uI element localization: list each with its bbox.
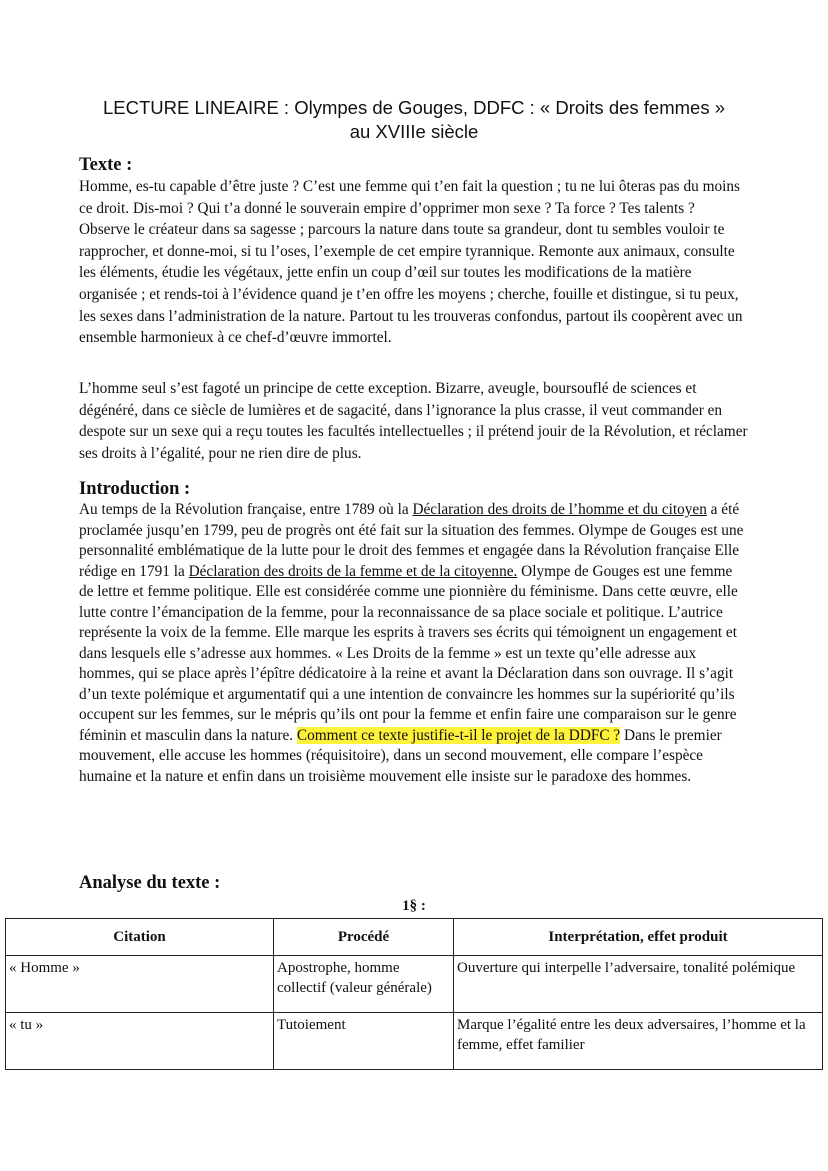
texte-heading: Texte : — [79, 155, 133, 175]
header-interpretation: Interprétation, effet produit — [454, 919, 823, 956]
ddhc-reference: Déclaration des droits de l’homme et du citoyen — [412, 501, 707, 518]
table-header-row — [6, 919, 823, 956]
section-label: 1§ : — [402, 898, 426, 914]
cell-procede: Tutoiement — [274, 1013, 454, 1070]
cell-citation: « Homme » — [6, 956, 274, 1013]
cell-interpretation: Ouverture qui interpelle l’adversaire, tonalité polémique — [454, 956, 823, 1013]
intro-text-1: Au temps de la Révolution française, entre 1789 où la — [79, 501, 413, 518]
header-procede: Procédé — [274, 919, 454, 956]
cell-procede: Apostrophe, homme collectif (valeur générale) — [274, 956, 454, 1013]
texte-paragraph-2: L’homme seul s’est fagoté un principe de cette exception. Bizarre, aveugle, boursouflé de sciences et dégénéré, dans ce siècle de lumières et de sagacité, dans l’ignorance la plus crasse, il veut commander en despote sur un sexe qui a reçu toutes les facultés intellectuelles ; il prétend jouir de la Révolution, et réclamer ses droits à l’égalité, pour ne rien dire de plus. — [79, 380, 748, 462]
ddfc-reference: Déclaration des droits de la femme et de la citoyenne. — [188, 562, 518, 580]
table-row — [6, 1013, 823, 1070]
problematique-highlight: Comment ce texte justifie-t-il le projet de la DDFC ? — [296, 726, 621, 744]
document-title — [40, 96, 788, 144]
introduction-paragraph — [79, 500, 749, 787]
introduction-heading: Introduction : — [79, 479, 191, 499]
texte-paragraph-1: Homme, es-tu capable d’être juste ? C’est une femme qui t’en fait la question ; tu ne lui ôteras pas du moins ce droit. Dis-moi ? Qui t’a donné le souverain empire d’opprimer mon sexe ? Ta force ? Tes talents ? Observe le créateur dans sa sagesse ; parcours la nature dans toute sa grandeur, dont tu sembles vouloir te rapprocher, et donne-moi, si tu l’oses, l’exemple de cet empire tyrannique. Remonte aux animaux, consulte les éléments, étudie les végétaux, jette enfin un coup d’œil sur toutes les modifications de la matière organisée ; et rends-toi à l’évidence quand je t’en offre les moyens ; cherche, fouille et distingue, si tu peux, les sexes dans l’administration de la nature. Partout tu les trouveras confondus, partout ils coopèrent avec un ensemble harmonieux à ce chef-d’œuvre immortel. — [79, 178, 743, 347]
title-line-1: LECTURE LINEAIRE : Olympes de Gouges, DDFC : « Droits des femmes » — [103, 97, 725, 118]
table-row — [6, 956, 823, 1013]
title-line-2: au XVIIIe siècle — [349, 121, 479, 142]
intro-text-3: Olympe de Gouges est une femme de lettre et femme politique. Elle est considérée comme une pionnière du féminisme. Dans cette œuvre, elle lutte contre l’émancipation de la femme, pour la reconnaissance de sa place sociale et politique. L’autrice représente la voix de la femme. Elle marque les esprits à travers ses écrits qui témoignent un engagement et dans lesquels elle s’adresse aux hommes. « Les Droits de la femme » est un texte qu’elle adresse aux hommes, qui se place après l’épître dédicatoire à la reine et avant la Déclaration dans son ouvrage. Il s’agit d’un texte polémique et argumentatif qui a une intention de convaincre les hommes sur la supériorité qu’ils occupent sur les femmes, sur le mépris qu’ils ont pour la femme et enfin faire une comparaison sur le genre féminin et masculin dans la nature. — [79, 562, 738, 744]
cell-citation: « tu » — [6, 1013, 274, 1070]
header-citation: Citation — [6, 919, 274, 956]
cell-interpretation: Marque l’égalité entre les deux adversaires, l’homme et la femme, effet familier — [454, 1013, 823, 1070]
analyse-heading: Analyse du texte : — [79, 873, 221, 893]
analysis-table — [5, 918, 823, 1070]
intro-text-4: Dans le premier mouvement, elle accuse les hommes (réquisitoire), dans un second mouvement, elle compare l’espèce humaine et la nature et enfin dans un troisième mouvement elle insiste sur le paradoxe des hommes. — [79, 726, 722, 785]
intro-text-2: a été proclamée jusqu’en 1799, peu de progrès ont été fait sur la situation des femmes. Olympe de Gouges est une personnalité emblématique de la lutte pour le droit des femmes et engagée dans la Révolution française Elle rédige en 1791 la — [79, 501, 744, 580]
